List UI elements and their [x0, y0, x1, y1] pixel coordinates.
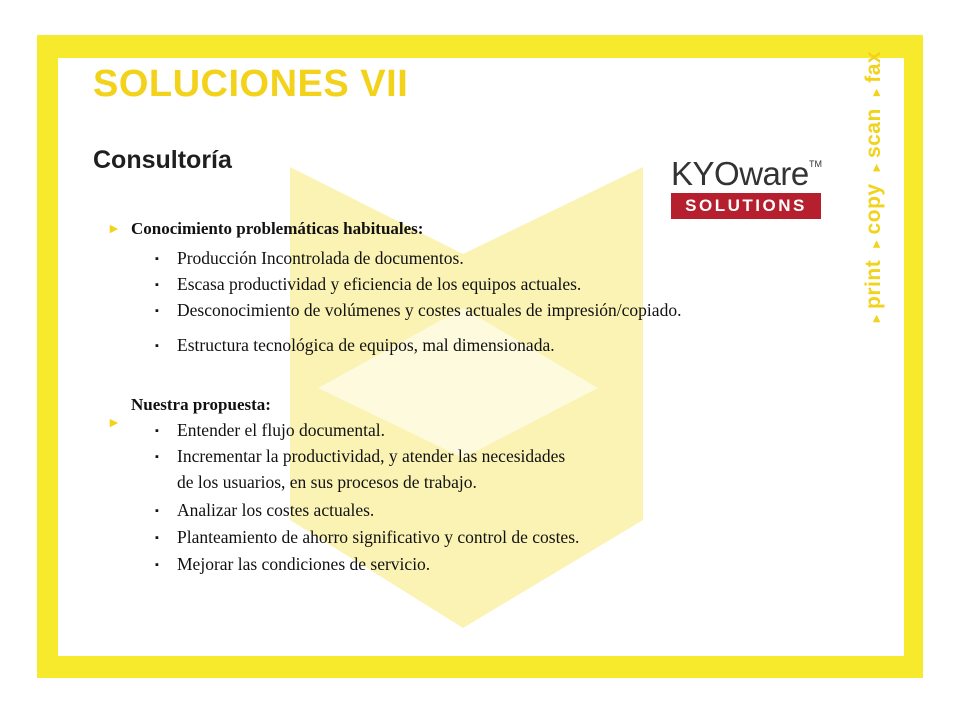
slide-title: SOLUCIONES VII — [93, 63, 409, 105]
side-word-copy: copy — [862, 183, 885, 235]
square-bullet-icon: ▪ — [155, 340, 159, 352]
list-item: ▪ Desconocimiento de volúmenes y costes actuales de impresión/copiado. — [155, 300, 682, 320]
side-arrow-icon: ▸ — [868, 164, 883, 172]
section-heading-proposal: Nuestra propuesta: — [131, 395, 271, 414]
list-item: ▪ Mejorar las condiciones de servicio. — [155, 554, 431, 574]
square-bullet-icon: ▪ — [155, 559, 159, 571]
logo-solutions-bar: SOLUTIONS — [671, 193, 821, 219]
side-word-print: print — [862, 259, 885, 309]
side-arrow-icon: ▸ — [868, 88, 883, 96]
print-copy-scan-fax-tagline — [862, 45, 886, 322]
square-bullet-icon: ▪ — [155, 505, 159, 517]
side-arrow-icon: ▸ — [868, 240, 883, 248]
section-heading-problems: Conocimiento problemáticas habituales: — [131, 219, 424, 238]
arrow-bullet-icon: ► — [107, 222, 121, 237]
list-item: ▪ Estructura tecnológica de equipos, mal dimensionada. — [155, 335, 555, 355]
slide-subtitle: Consultoría — [93, 146, 232, 174]
list-item: ▪ Planteamiento de ahorro significativo y control de costes. — [155, 527, 580, 547]
list-item: ▪ Producción Incontrolada de documentos. — [155, 248, 464, 268]
arrow-bullet-icon: ► — [107, 416, 121, 431]
list-item: ▪ Escasa productividad y eficiencia de los equipos actuales. — [155, 274, 582, 294]
square-bullet-icon: ▪ — [155, 305, 159, 317]
list-item-continuation: de los usuarios, en sus procesos de trabajo. — [177, 472, 477, 492]
square-bullet-icon: ▪ — [155, 532, 159, 544]
square-bullet-icon: ▪ — [155, 253, 159, 265]
list-item: ▪ Entender el flujo documental. — [155, 420, 385, 440]
side-arrow-icon: ▸ — [868, 314, 883, 322]
side-word-fax: fax — [862, 50, 885, 83]
list-item: ▪ Incrementar la productividad, y atender las necesidades — [155, 446, 566, 466]
square-bullet-icon: ▪ — [155, 425, 159, 437]
side-word-scan: scan — [862, 108, 885, 159]
logo-trademark: TM — [809, 159, 822, 169]
list-item: ▪ Analizar los costes actuales. — [155, 500, 375, 520]
square-bullet-icon: ▪ — [155, 279, 159, 291]
square-bullet-icon: ▪ — [155, 451, 159, 463]
kyoware-solutions-logo — [671, 157, 821, 219]
logo-wordmark: KYOware — [671, 155, 809, 192]
